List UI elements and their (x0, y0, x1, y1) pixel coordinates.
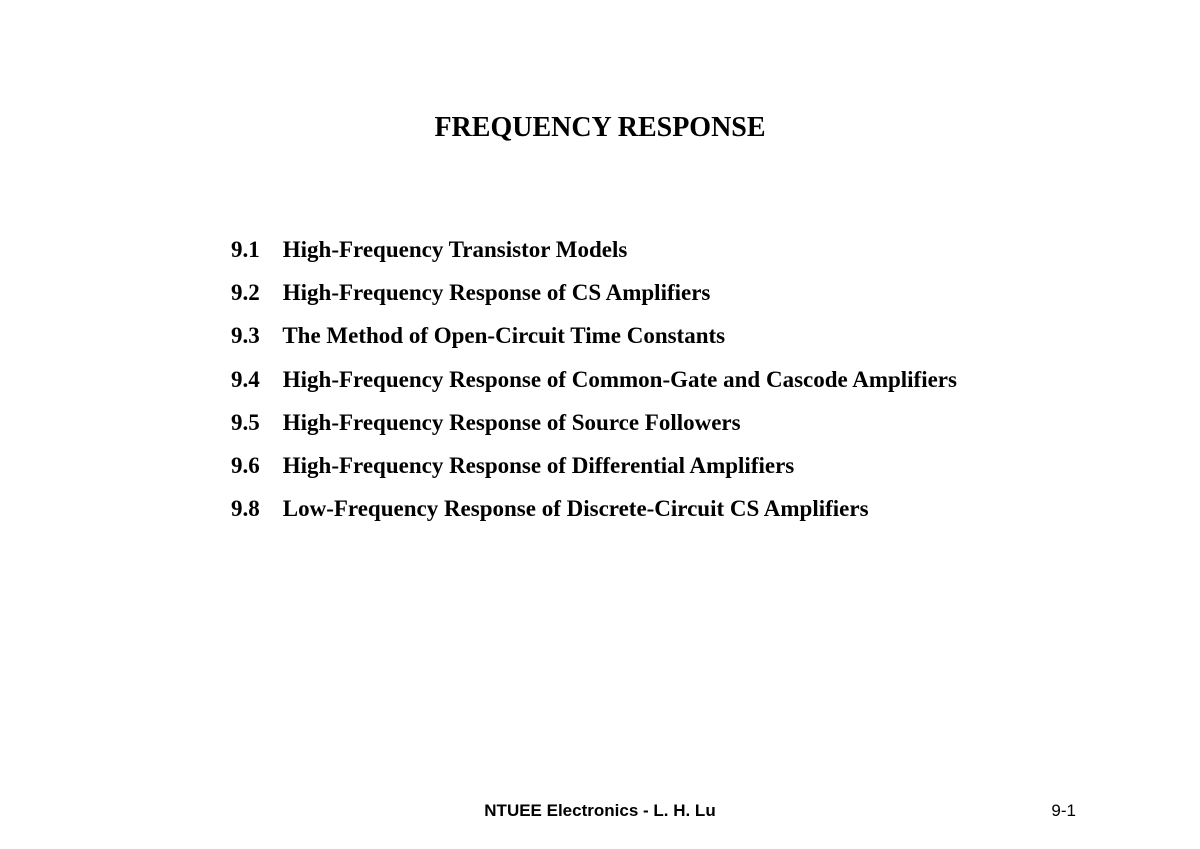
toc-item-text: High-Frequency Response of Common-Gate and Cascode Amplifiers (282, 366, 957, 392)
table-of-contents (231, 232, 1131, 534)
toc-item-text: Low-Frequency Response of Discrete-Circuit CS Amplifiers (282, 496, 869, 522)
toc-item-number: 9.3 (231, 323, 260, 349)
toc-item (231, 318, 1131, 361)
page-title: FREQUENCY RESPONSE (434, 112, 766, 143)
toc-item-number: 9.8 (231, 496, 260, 522)
toc-item-number: 9.1 (231, 237, 260, 262)
toc-item (231, 232, 1131, 275)
toc-item-text: High-Frequency Response of Source Followers (282, 409, 741, 435)
toc-item-number: 9.4 (231, 366, 260, 392)
toc-item-number: 9.2 (231, 280, 260, 306)
toc-item-text: High-Frequency Response of CS Amplifiers (282, 280, 711, 306)
toc-item (231, 448, 1131, 491)
toc-item-number: 9.6 (231, 452, 260, 478)
footer-credit: NTUEE Electronics - L. H. Lu (484, 801, 716, 820)
toc-item-text: High-Frequency Transistor Models (282, 237, 628, 262)
toc-item (231, 362, 1131, 405)
toc-item-text: The Method of Open-Circuit Time Constants (282, 323, 726, 349)
page-number: 9-1 (1051, 801, 1076, 820)
toc-item-number: 9.5 (231, 409, 260, 435)
toc-item-text: High-Frequency Response of Differential Amplifiers (282, 452, 795, 478)
toc-item (231, 491, 1131, 534)
toc-item (231, 405, 1131, 448)
toc-item (231, 275, 1131, 318)
